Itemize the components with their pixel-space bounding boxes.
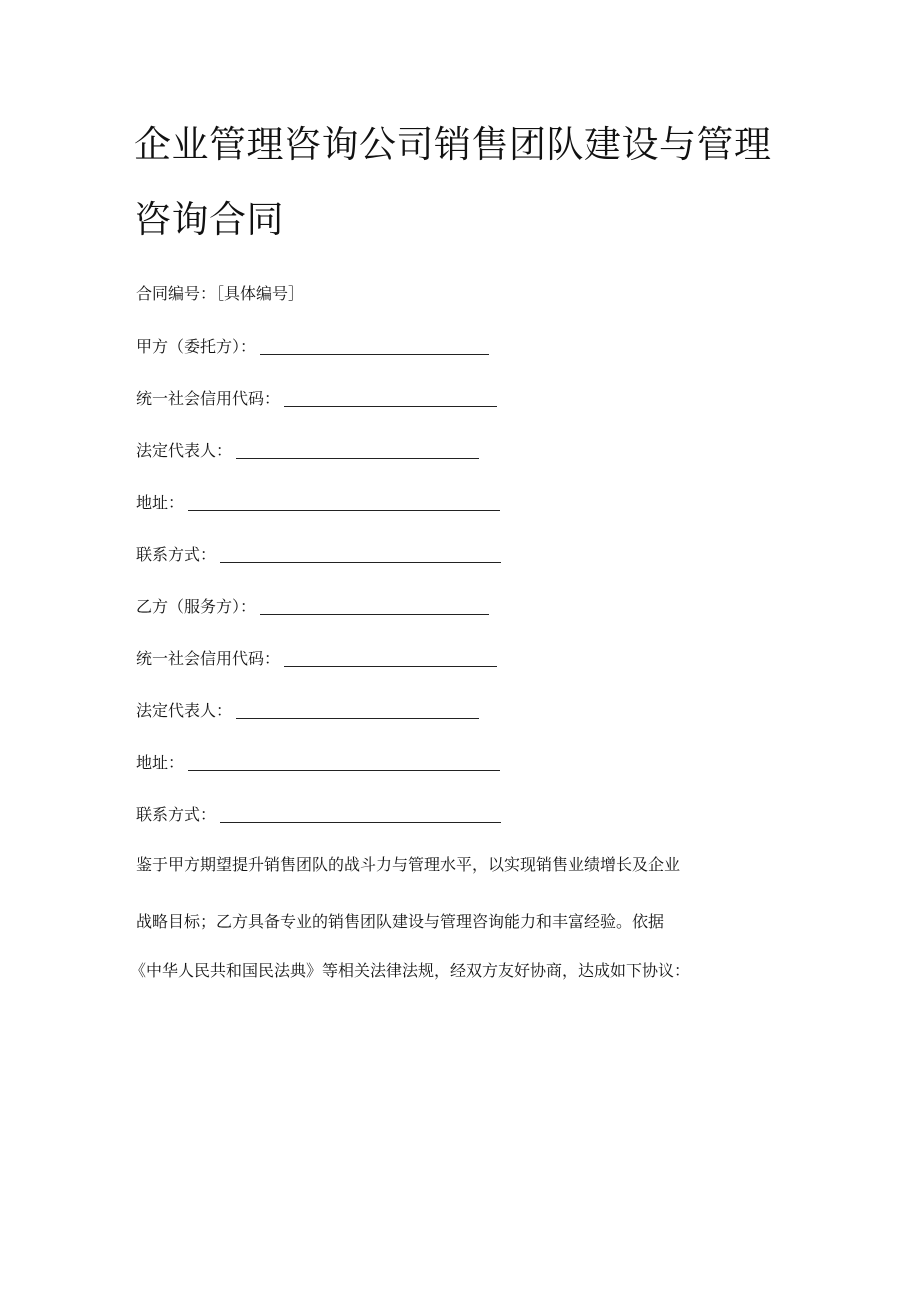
party-b-address-field: [136, 754, 500, 771]
party-b-blank[interactable]: [260, 598, 489, 615]
party-a-field: [136, 338, 489, 355]
party-b-credit-code-label: 统一社会信用代码：: [136, 649, 281, 668]
party-a-address-blank[interactable]: [188, 494, 500, 511]
party-b-legal-rep-field: [136, 702, 479, 719]
party-b-address-label: 地址：: [136, 753, 185, 772]
party-a-contact-blank[interactable]: [220, 546, 501, 563]
preamble-line-2: 战略目标；乙方具备专业的销售团队建设与管理咨询能力和丰富经验。依据: [136, 912, 665, 931]
party-a-address-label: 地址：: [136, 493, 185, 512]
party-b-contact-field: [136, 806, 501, 823]
preamble-line-1: 鉴于甲方期望提升销售团队的战斗力与管理水平，以实现销售业绩增长及企业: [136, 855, 681, 874]
party-b-label: 乙方（服务方）：: [136, 597, 257, 616]
party-a-legal-rep-blank[interactable]: [236, 442, 479, 459]
party-a-label: 甲方（委托方）：: [136, 337, 257, 356]
party-b-contact-label: 联系方式：: [136, 805, 217, 824]
party-b-field: [136, 598, 489, 615]
party-a-credit-code-blank[interactable]: [284, 390, 497, 407]
party-a-blank[interactable]: [260, 338, 489, 355]
party-b-legal-rep-label: 法定代表人：: [136, 701, 233, 720]
party-a-legal-rep-label: 法定代表人：: [136, 441, 233, 460]
party-b-credit-code-field: [136, 650, 497, 667]
party-a-contact-label: 联系方式：: [136, 545, 217, 564]
party-b-contact-blank[interactable]: [220, 806, 501, 823]
document-title-line-2: 咨询合同: [134, 198, 284, 241]
party-a-credit-code-field: [136, 390, 497, 407]
document-title-line-1: 企业管理咨询公司销售团队建设与管理: [134, 123, 772, 166]
party-a-legal-rep-field: [136, 442, 479, 459]
party-a-credit-code-label: 统一社会信用代码：: [136, 389, 281, 408]
party-a-address-field: [136, 494, 500, 511]
party-a-contact-field: [136, 546, 501, 563]
party-b-address-blank[interactable]: [188, 754, 500, 771]
contract-number: 合同编号：［具体编号］: [136, 284, 305, 303]
preamble-line-3: 《中华人民共和国民法典》等相关法律法规，经双方友好协商，达成如下协议：: [130, 961, 691, 980]
party-b-legal-rep-blank[interactable]: [236, 702, 479, 719]
party-b-credit-code-blank[interactable]: [284, 650, 497, 667]
